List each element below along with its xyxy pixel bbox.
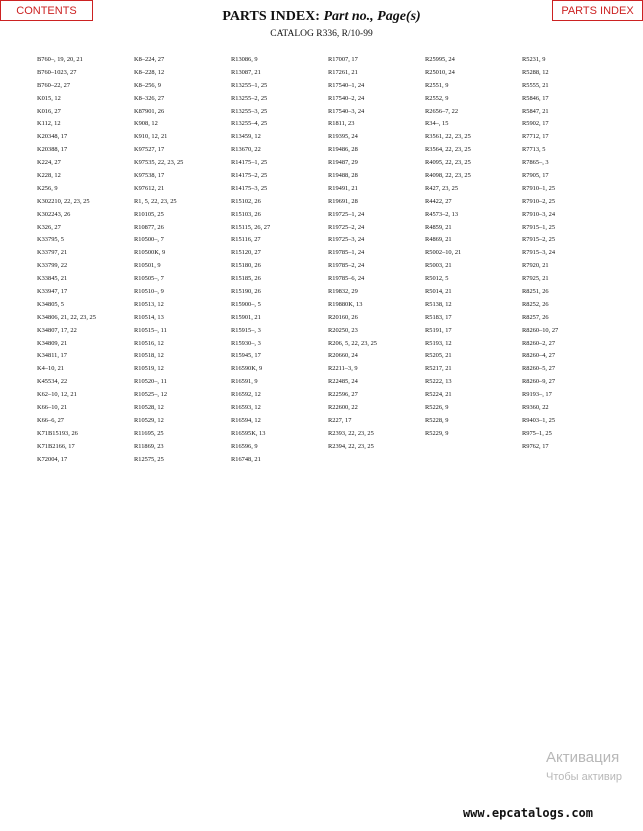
index-entry[interactable]: K33845, 21 [37,275,68,283]
index-entry[interactable]: R206, 5, 22, 23, 25 [328,339,377,347]
index-entry[interactable]: R10515–, 11 [134,326,167,334]
index-entry[interactable]: K34805, 5 [37,300,64,308]
watermark-line-1: Активация [546,749,620,766]
index-entry[interactable]: R17261, 21 [328,68,358,76]
index-entry[interactable]: R34–, 15 [425,120,449,128]
index-entry[interactable]: K33947, 17 [37,288,68,296]
index-entry[interactable]: R3564, 22, 23, 25 [425,146,471,154]
index-entry[interactable]: R5002–10, 21 [425,249,462,257]
index-entry[interactable]: R5231, 9 [522,56,546,63]
index-entry[interactable]: R10105, 25 [134,210,164,218]
index-entry[interactable]: R4095, 22, 23, 25 [425,159,471,167]
index-entry[interactable]: R11695, 25 [134,429,164,437]
index-entry[interactable]: R5193, 12 [425,339,452,347]
index-entry[interactable]: K97538, 17 [134,172,165,180]
index-entry[interactable]: R15120, 27 [231,249,261,257]
index-entry[interactable]: R19785–6, 24 [328,275,365,283]
index-entry[interactable]: R8251, 26 [522,288,549,296]
index-entry[interactable]: R19725–2, 24 [328,223,365,231]
index-entry[interactable]: R16748, 21 [231,455,261,463]
index-entry[interactable]: K97612, 21 [134,184,165,192]
index-entry[interactable]: K33795, 5 [37,236,64,244]
index-entry[interactable]: R227, 17 [328,416,352,424]
index-entry[interactable]: R11869, 23 [134,442,164,450]
index-entry[interactable]: B760–22, 27 [37,81,71,89]
index-entry[interactable]: K34806, 21, 22, 23, 25 [37,313,96,321]
index-entry[interactable]: R14175–3, 25 [231,184,268,192]
index-entry[interactable]: R13670, 22 [231,146,261,154]
index-entry[interactable]: R5217, 21 [425,365,452,373]
index-entry[interactable]: R5222, 13 [425,378,452,386]
index-entry[interactable]: K015, 12 [37,94,61,102]
index-entry[interactable]: R16590K, 9 [231,365,263,373]
index-entry[interactable]: R5846, 17 [522,94,549,102]
index-entry[interactable]: R19487, 29 [328,159,358,167]
index-entry[interactable]: R10529, 12 [134,416,164,424]
index-entry[interactable]: R13087, 21 [231,68,261,76]
index-entry[interactable]: R17540–2, 24 [328,94,365,102]
index-entry[interactable]: R2551, 9 [425,81,449,89]
index-entry[interactable]: R8252, 26 [522,300,549,308]
watermark-line-2: Чтобы активир [546,771,622,783]
index-entry[interactable]: B760–, 19, 20, 21 [37,56,83,63]
index-entry[interactable]: R5138, 12 [425,300,452,308]
index-column [425,54,525,441]
index-entry[interactable]: R17540–3, 24 [328,107,365,115]
index-entry[interactable]: R15190, 26 [231,288,261,296]
index-entry[interactable]: R7712, 17 [522,133,549,141]
index-column [231,54,331,467]
index-entry[interactable]: R4573–2, 13 [425,210,459,218]
index-entry[interactable]: K224, 27 [37,159,61,167]
footer-url[interactable]: www.epcatalogs.com [462,806,593,820]
index-entry[interactable]: R16596, 9 [231,442,258,450]
index-entry[interactable]: R19725–3, 24 [328,236,365,244]
index-entry[interactable]: R20160, 26 [328,313,358,321]
index-entry[interactable]: K62–10, 12, 21 [37,391,77,399]
index-entry[interactable]: K33797, 21 [37,249,68,257]
index-entry[interactable]: R13459, 12 [231,133,261,141]
index-entry[interactable]: K112, 12 [37,120,61,128]
index-entry[interactable]: K66–6, 27 [37,416,64,424]
index-entry[interactable]: R2656–7, 22 [425,107,459,115]
index-entry[interactable]: R8257, 26 [522,313,549,321]
index-entry[interactable]: R17007, 17 [328,56,358,63]
index-entry[interactable]: R12575, 25 [134,455,164,463]
index-entry[interactable]: R8260–9, 27 [522,378,556,386]
index-entry[interactable]: R8260–4, 27 [522,352,556,360]
index-entry[interactable]: R5555, 21 [522,81,549,89]
index-entry[interactable]: R5229, 9 [425,429,449,437]
index-entry[interactable]: K72004, 17 [37,455,68,463]
index-entry[interactable]: R10500K, 9 [134,249,166,257]
index-entry[interactable]: K910, 12, 21 [134,133,168,141]
index-entry[interactable]: K908, 12 [134,120,158,128]
index-entry[interactable]: R22600, 22 [328,404,358,412]
index-entry[interactable]: R2211–3, 9 [328,365,358,373]
index-entry[interactable]: K016, 27 [37,107,61,115]
index-entry[interactable]: R19785–1, 24 [328,249,365,257]
index-entry[interactable]: R4098, 22, 23, 25 [425,172,471,180]
index-entry[interactable]: R16593, 12 [231,404,261,412]
index-entry[interactable]: B760–1023, 27 [37,68,77,76]
index-entry[interactable]: K71B15193, 26 [37,429,78,437]
index-entry[interactable]: K8–228, 12 [134,68,165,76]
index-entry[interactable]: R14175–1, 25 [231,159,268,167]
index-entry[interactable]: R15930–, 3 [231,339,261,347]
index-entry[interactable]: R10510–, 9 [134,288,164,296]
page-title [0,9,643,25]
index-entry[interactable]: R15900–, 5 [231,300,261,308]
index-entry[interactable]: R19395, 24 [328,133,358,141]
index-entry[interactable]: R10513, 12 [134,300,164,308]
index-entry[interactable]: R19488, 28 [328,172,358,180]
index-entry[interactable]: R2552, 9 [425,94,449,102]
index-entry[interactable]: R9403–1, 25 [522,416,556,424]
index-entry[interactable]: R3561, 22, 23, 25 [425,133,471,141]
index-entry[interactable]: R5012, 5 [425,275,449,283]
index-entry[interactable]: R15180, 26 [231,262,261,270]
index-entry[interactable]: R7910–3, 24 [522,210,556,218]
index-entry[interactable]: K34811, 17 [37,352,67,360]
index-entry[interactable]: R5191, 17 [425,326,452,334]
index-column [134,54,234,467]
index-entry[interactable]: R7920, 21 [522,262,549,270]
index-entry[interactable]: K228, 12 [37,172,61,180]
index-entry[interactable]: R20250, 23 [328,326,358,334]
index-entry[interactable]: K8–326, 27 [134,94,165,102]
index-entry[interactable]: K8–256, 9 [134,81,161,89]
index-entry[interactable]: R15102, 26 [231,197,261,205]
index-entry[interactable]: R2394, 22, 23, 25 [328,442,374,450]
index-entry[interactable]: K8–224, 27 [134,56,165,63]
index-entry[interactable]: K302243, 26 [37,210,71,218]
index-entry[interactable]: R15103, 26 [231,210,261,218]
index-entry[interactable]: R10516, 12 [134,339,164,347]
index-entry[interactable]: R10505–, 7 [134,275,164,283]
index-entry[interactable]: R19880K, 13 [328,300,363,308]
index-entry[interactable]: R25010, 24 [425,68,455,76]
index-entry[interactable]: K326, 27 [37,223,61,231]
index-entry[interactable]: R4422, 27 [425,197,452,205]
index-entry[interactable]: R7713, 5 [522,146,546,154]
index-entry[interactable]: R13255–3, 25 [231,107,268,115]
index-entry[interactable]: R7915–1, 25 [522,223,556,231]
index-entry[interactable]: R5205, 21 [425,352,452,360]
index-entry[interactable]: R10500–, 7 [134,236,164,244]
index-entry[interactable]: K97535, 22, 23, 25 [134,159,184,167]
index-entry[interactable]: R10528, 12 [134,404,164,412]
index-entry[interactable]: R10518, 12 [134,352,164,360]
index-entry[interactable]: R19486, 28 [328,146,358,154]
index-entry[interactable]: R8260–10, 27 [522,326,559,334]
index-entry[interactable]: R7865–, 3 [522,159,549,167]
index-entry[interactable]: R16591, 9 [231,378,258,386]
index-entry[interactable]: R15115, 26, 27 [231,223,271,231]
index-entry[interactable]: R10519, 12 [134,365,164,373]
index-entry[interactable]: R5014, 21 [425,288,452,296]
index-entry[interactable]: R4869, 21 [425,236,452,244]
index-entry[interactable]: R2393, 22, 23, 25 [328,429,374,437]
index-entry[interactable]: R15116, 27 [231,236,261,244]
index-entry[interactable]: R7910–2, 25 [522,197,556,205]
activation-watermark [546,749,622,783]
index-column [328,54,428,454]
title-main: PARTS INDEX: [222,9,320,24]
index-entry[interactable]: K71B2166, 17 [37,442,75,450]
index-entry[interactable]: R975–1, 25 [522,429,552,437]
index-entry[interactable]: R10514, 13 [134,313,164,321]
index-entry[interactable]: R19785–2, 24 [328,262,365,270]
index-entry[interactable]: R13086, 9 [231,56,258,63]
index-entry[interactable]: R22485, 24 [328,378,358,386]
index-entry[interactable]: R13255–4, 25 [231,120,268,128]
index-column [37,54,137,467]
index-entry[interactable]: R19832, 29 [328,288,358,296]
index-entry[interactable]: K87901, 26 [134,107,165,115]
index-entry[interactable]: R10501, 9 [134,262,161,270]
index-entry[interactable]: R10525–, 12 [134,391,168,399]
index-entry[interactable]: R16592, 12 [231,391,261,399]
index-entry[interactable]: R15185, 26 [231,275,261,283]
parts-index-button[interactable]: PARTS INDEX [552,0,643,21]
index-entry[interactable]: R19691, 28 [328,197,358,205]
index-entry[interactable]: R9360, 22 [522,404,549,412]
index-entry[interactable]: R7905, 17 [522,172,549,180]
index-entry[interactable]: R25995, 24 [425,56,455,63]
index-entry[interactable]: R19725–1, 24 [328,210,365,218]
index-entry[interactable]: R15901, 21 [231,313,261,321]
index-entry[interactable]: R5183, 17 [425,313,452,321]
index-entry[interactable]: R8260–2, 27 [522,339,556,347]
index-entry[interactable]: R427, 23, 25 [425,184,459,192]
index-entry[interactable]: R7910–1, 25 [522,184,556,192]
index-entry[interactable]: R8260–5, 27 [522,365,556,373]
index-entry[interactable]: K302210, 22, 23, 25 [37,197,90,205]
index-entry[interactable]: K97527, 17 [134,146,165,154]
index-entry[interactable]: K34809, 21 [37,339,68,347]
index-entry[interactable]: R1, 5, 22, 23, 25 [134,197,177,205]
title-subtitle: Part no., Page(s) [323,9,421,24]
index-entry[interactable]: R13255–1, 25 [231,81,268,89]
index-entry[interactable]: R14175–2, 25 [231,172,268,180]
index-entry[interactable]: R5003, 21 [425,262,452,270]
index-entry[interactable]: R9193–, 17 [522,391,552,399]
index-entry[interactable]: K256, 9 [37,184,58,192]
index-entry[interactable]: R16595K, 13 [231,429,266,437]
index-entry[interactable]: K66–10, 21 [37,404,68,412]
index-entry[interactable]: K4–10, 21 [37,365,64,373]
index-entry[interactable]: R10877, 26 [134,223,164,231]
index-entry[interactable]: R20660, 24 [328,352,358,360]
index-entry[interactable]: R7915–2, 25 [522,236,556,244]
index-entry[interactable]: R16594, 12 [231,416,261,424]
index-entry[interactable]: R13255–2, 25 [231,94,268,102]
index-entry[interactable]: K33799, 22 [37,262,68,270]
index-column [522,54,622,454]
index-entry[interactable]: R1811, 23 [328,120,355,128]
catalog-label: CATALOG R336, R/10-99 [270,29,373,39]
index-entry[interactable]: K45534, 22 [37,378,68,386]
index-entry[interactable]: R5847, 21 [522,107,549,115]
contents-button[interactable]: CONTENTS [0,0,93,21]
index-entry[interactable]: R7915–3, 24 [522,249,556,257]
index-entry[interactable]: R17540–1, 24 [328,81,365,89]
index-entry[interactable]: R4859, 21 [425,223,452,231]
index-entry[interactable]: R10520–, 11 [134,378,167,386]
index-entry[interactable]: K34807, 17, 22 [37,326,77,334]
index-entry[interactable]: K20348, 17 [37,133,68,141]
index-entry[interactable]: R5288, 12 [522,68,549,76]
index-entry[interactable]: R22596, 27 [328,391,358,399]
index-entry[interactable]: R5902, 17 [522,120,549,128]
index-entry[interactable]: R5226, 9 [425,404,449,412]
index-entry[interactable]: R19491, 21 [328,184,358,192]
index-entry[interactable]: R5224, 21 [425,391,452,399]
index-entry[interactable]: R15945, 17 [231,352,261,360]
index-entry[interactable]: R5228, 9 [425,416,449,424]
index-entry[interactable]: R7925, 21 [522,275,549,283]
index-entry[interactable]: K20388, 17 [37,146,68,154]
index-entry[interactable]: R15915–, 3 [231,326,261,334]
index-entry[interactable]: R9762, 17 [522,442,549,450]
